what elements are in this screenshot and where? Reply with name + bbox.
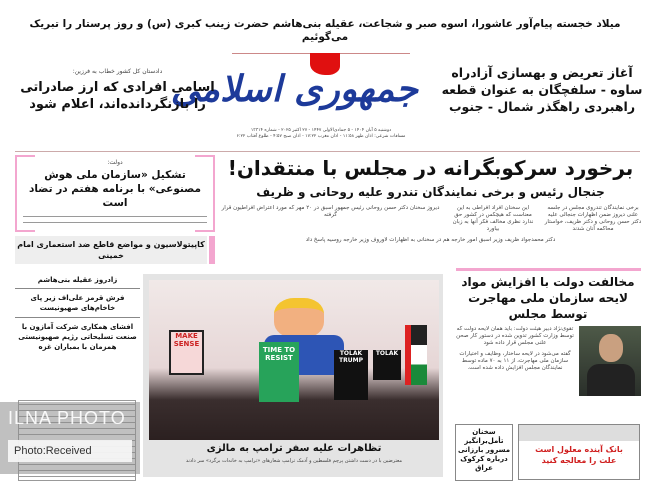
left-top-story (20, 68, 215, 113)
main-footer: دکتر محمدجواد ظریف وزیر اسبق امور خارجه هم در سخنانی به اظهارات لاوروف وزیر خارجه روسیه پاسخ داد (305, 237, 556, 243)
right-story-p1: تقوی‌نژاد دبیر هیئت دولت: باید همان لایحه دولت که توسط وزارت کشور تدوین شده در دستور کار صحن علنی مجلس قرار داده شود (456, 326, 574, 346)
right-story-p2: گفته می‌شود در لایحه ساختار، وظایف و اختیارات سازمان ملی مهاجرت، از ۱۱ به ۷۰ ماده توسط نمایندگان مجلس افزایش داده شده است. (459, 351, 571, 371)
list-item[interactable]: فرش قرمز علی‌اف زیر پای خاخام‌های صهیونیست (15, 289, 140, 318)
section-rule (15, 151, 640, 152)
photo-caption: معترضین با در دست داشتن پرچم فلسطین و آدمک ترامپ شعارهای «ترامپ به خانه‌ات برگرد» سر دادند (185, 458, 403, 464)
official-portrait (579, 326, 641, 396)
photo-caption-title: تظاهرات علیه سفر ترامپ به مالزی (206, 443, 382, 454)
ai-kicker: دولت: (107, 159, 123, 166)
main-body-col2: این سخنان افراد افراطی به این معناست که هیچکس در کشور حق ندارد نظری مخالف فکر آنها به زبان بیاورد (452, 205, 534, 232)
bank-headline: بانک آینده معلول است علت را معالجه کنید (535, 445, 623, 465)
ai-box (15, 155, 215, 232)
palestine-flag (405, 325, 427, 385)
sign-tolak-trump: TOLAK TRUMP (334, 350, 368, 400)
trump-effigy (274, 298, 324, 338)
strip-headline: کاپیتولاسیون و مواضع قاطع ضد استعماری امام خمینی (15, 236, 207, 264)
watermark-band (0, 402, 140, 474)
photo-captions (149, 442, 439, 465)
strip-pink-bar (209, 236, 215, 264)
right-top-headline: آغاز تعریض و بهسازی آزادراه ساوه - سلفچگان به عنوان قطعه راهبردی راهگذر شمال - جنوب (441, 65, 643, 114)
masthead (170, 50, 418, 128)
main-headline: برخورد سرکوبگرانه در مجلس با منتقدان! (227, 156, 634, 180)
main-story (218, 155, 643, 244)
list-item[interactable]: زادروز عقیله بنی‌هاشم (15, 272, 140, 289)
left-top-kicker: دادستان کل کشور خطاب به فرزین: (72, 68, 163, 75)
left-list (15, 272, 140, 356)
prayer-times: مسافات شرعی: اذان ظهر ۱۱:۵۸ - اذان مغرب ۱۷:۲۲ - اذان صبح ۴:۵۷ - طلوع آفتاب ۶:۲۲ (236, 134, 406, 139)
main-body-col1: برخی نمایندگان تندروی مجلس در جلسه علنی دیروز ضمن اظهارات جنجالی علیه دکتر حسن روحانی و دکتر ظریف، خواستار محاکمه آنان شدند (544, 205, 642, 232)
barzani-box[interactable]: سخنان تأمل‌برانگیز مسرور بارزانی درباره کرکوک عراق (455, 424, 513, 481)
right-pink-rule (456, 268, 641, 271)
photo-frame (143, 274, 443, 477)
ai-body (23, 213, 207, 227)
right-story (455, 274, 641, 396)
main-body-col3: دیروز سخنان دکتر حسن روحانی رئیس جمهور اسبق در ۲۰ مهر که مورد اعتراض افراطیون قرار گرفته (221, 205, 440, 218)
sign-make-sense: MAKE SENSE (169, 330, 204, 375)
list-item[interactable]: افشای همکاری شرکت آمازون با صنعت تسلیحاتی رژیم صهیونیستی همزمان با بمباران غزه (18, 323, 137, 351)
ai-headline: تشکیل «سازمان ملی هوش مصنوعی» با برنامه هفتم در تضاد است (28, 169, 202, 209)
sign-tolak: TOLAK (373, 350, 401, 380)
top-banner: میلاد خجسته پیام‌آور عاشورا، اسوه صبر و شجاعت، عقیله بنی‌هاشم حضرت زینب کبری (س) و روز پرستار را تبریک می‌گوئیم (29, 18, 621, 43)
dateline: دوشنبه ۵ آبان ۱۴۰۴ - ۵ جمادی‌الاولی ۱۴۴۷ - ۲۷ اکتبر ۲۰۲۵ - شماره ۱۳۳۱۴ (250, 128, 392, 133)
logo-title: جمهوری اسلامی (170, 68, 418, 110)
left-mid-column (15, 155, 215, 264)
protest-photo (149, 280, 439, 440)
right-story-headline: مخالفت دولت با افزایش مواد لایحه سازمان ملی مهاجرت توسط مجلس (461, 275, 635, 321)
left-top-headline: اسامی افرادی که ارز صادراتی را بازنگردانده‌اند، اعلام شود (20, 80, 215, 112)
watermark-brand: ILNA PHOTO (8, 408, 126, 428)
bank-box[interactable] (518, 424, 640, 480)
watermark-credit: Photo:Received (8, 440, 132, 462)
main-subhead: جنجال رئیس و برخی نمایندگان تندرو علیه روحانی و ظریف (256, 185, 605, 199)
dateline-block (218, 128, 424, 140)
sign-time-to-resist: TIME TO RESIST (259, 342, 299, 402)
